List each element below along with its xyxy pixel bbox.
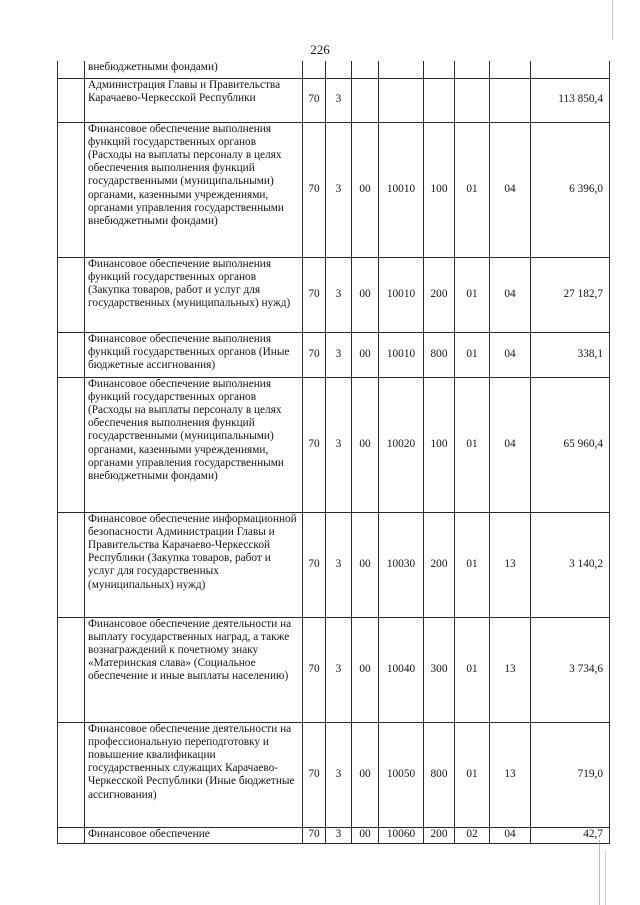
amount-cell: 3 734,6 [531, 617, 610, 722]
table-row [58, 332, 610, 377]
code-cell-4: 10020 [379, 377, 424, 512]
index-cell [58, 617, 85, 722]
code-cell-5: 100 [424, 122, 455, 257]
code-cell-4: 10030 [379, 512, 424, 617]
code-cell-7: 13 [490, 512, 531, 617]
code-cell-1: 70 [303, 78, 326, 122]
code-cell-3 [352, 78, 379, 122]
code-cell-2: 3 [326, 257, 352, 332]
code-cell-3: 00 [352, 512, 379, 617]
description-cell: Финансовое обеспечение выполнения функций государственных органов (Расходы на выплаты персоналу в целях обеспечения выполнения функций государственными (муниципальными) органами, казенными учреждениями, органами управления государственными внебюджетными фондами) [85, 377, 303, 512]
code-cell-7 [490, 78, 531, 122]
code-cell-5: 800 [424, 332, 455, 377]
code-cell-5: 200 [424, 257, 455, 332]
code-cell-6: 02 [455, 827, 490, 843]
code-cell-1: 70 [303, 257, 326, 332]
code-cell-7 [490, 61, 531, 78]
code-cell-2: 3 [326, 122, 352, 257]
amount-cell: 27 182,7 [531, 257, 610, 332]
code-cell-5 [424, 61, 455, 78]
code-cell-6: 01 [455, 377, 490, 512]
page-number: 226 [310, 42, 330, 57]
code-cell-4: 10060 [379, 827, 424, 843]
index-cell [58, 257, 85, 332]
scan-artifact-line [599, 840, 600, 905]
code-cell-7: 13 [490, 617, 531, 722]
budget-table [57, 61, 610, 844]
description-cell: Финансовое обеспечение деятельности на выплату государственных наград, а также вознаграждений к почетному знаку «Материнская слава» (Социальное обеспечение и иные выплаты населению) [85, 617, 303, 722]
description-cell: Финансовое обеспечение информационной безопасности Администрации Главы и Правительства Карачаево-Черкесской Республики (Закупка товаров, работ и услуг для государственных (муниципальных) нужд) [85, 512, 303, 617]
code-cell-5: 100 [424, 377, 455, 512]
code-cell-4: 10040 [379, 617, 424, 722]
code-cell-2: 3 [326, 722, 352, 827]
code-cell-6 [455, 61, 490, 78]
code-cell-3: 00 [352, 257, 379, 332]
description-cell: внебюджетными фондами) [85, 61, 303, 78]
amount-cell: 65 960,4 [531, 377, 610, 512]
code-cell-1: 70 [303, 722, 326, 827]
code-cell-4: 10010 [379, 257, 424, 332]
code-cell-3 [352, 61, 379, 78]
code-cell-1: 70 [303, 377, 326, 512]
index-cell [58, 827, 85, 843]
code-cell-6: 01 [455, 122, 490, 257]
amount-cell: 6 396,0 [531, 122, 610, 257]
code-cell-7: 13 [490, 722, 531, 827]
description-cell: Финансовое обеспечение выполнения функций государственных органов (Расходы на выплаты персоналу в целях обеспечения выполнения функций государственными (муниципальными) органами, казенными учреждениями, органами управления государственными внебюджетными фондами) [85, 122, 303, 257]
code-cell-5: 300 [424, 617, 455, 722]
code-cell-7: 04 [490, 827, 531, 843]
table-row [58, 78, 610, 122]
code-cell-2: 3 [326, 377, 352, 512]
code-cell-6: 01 [455, 332, 490, 377]
code-cell-3: 00 [352, 377, 379, 512]
index-cell [58, 122, 85, 257]
code-cell-3: 00 [352, 332, 379, 377]
code-cell-5: 200 [424, 512, 455, 617]
index-cell [58, 332, 85, 377]
table-row [58, 122, 610, 257]
table-row [58, 722, 610, 827]
index-cell [58, 512, 85, 617]
scan-artifact-line [605, 850, 606, 905]
code-cell-3: 00 [352, 122, 379, 257]
description-cell: Финансовое обеспечение [85, 827, 303, 843]
code-cell-3: 00 [352, 827, 379, 843]
code-cell-5 [424, 78, 455, 122]
code-cell-6: 01 [455, 512, 490, 617]
index-cell [58, 61, 85, 78]
code-cell-4 [379, 61, 424, 78]
code-cell-2 [326, 61, 352, 78]
code-cell-2: 3 [326, 617, 352, 722]
code-cell-4: 10010 [379, 332, 424, 377]
index-cell [58, 78, 85, 122]
index-cell [58, 722, 85, 827]
code-cell-1: 70 [303, 617, 326, 722]
amount-cell: 113 850,4 [531, 78, 610, 122]
amount-cell: 338,1 [531, 332, 610, 377]
description-cell: Финансовое обеспечение выполнения функций государственных органов (Закупка товаров, работ и услуг для государственных (муниципальных) нужд) [85, 257, 303, 332]
description-cell: Финансовое обеспечение деятельности на профессиональную переподготовку и повышение квалификации государственных служащих Карачаево-Черкесской Республики (Иные бюджетные ассигнования) [85, 722, 303, 827]
code-cell-6: 01 [455, 722, 490, 827]
code-cell-6: 01 [455, 257, 490, 332]
table-row [58, 61, 610, 78]
code-cell-7: 04 [490, 332, 531, 377]
code-cell-7: 04 [490, 122, 531, 257]
code-cell-1: 70 [303, 827, 326, 843]
index-cell [58, 377, 85, 512]
table-row [58, 377, 610, 512]
amount-cell [531, 61, 610, 78]
code-cell-3: 00 [352, 617, 379, 722]
code-cell-2: 3 [326, 332, 352, 377]
table-row [58, 827, 610, 843]
code-cell-6 [455, 78, 490, 122]
description-cell: Администрация Главы и Правительства Карачаево-Черкесской Республики [85, 78, 303, 122]
code-cell-7: 04 [490, 377, 531, 512]
code-cell-2: 3 [326, 512, 352, 617]
table-row [58, 617, 610, 722]
table-row [58, 512, 610, 617]
code-cell-1 [303, 61, 326, 78]
code-cell-2: 3 [326, 78, 352, 122]
code-cell-1: 70 [303, 122, 326, 257]
code-cell-7: 04 [490, 257, 531, 332]
code-cell-1: 70 [303, 332, 326, 377]
code-cell-4: 10010 [379, 122, 424, 257]
scan-artifact-line [612, 0, 613, 40]
amount-cell: 719,0 [531, 722, 610, 827]
code-cell-3: 00 [352, 722, 379, 827]
description-cell: Финансовое обеспечение выполнения функций государственных органов (Иные бюджетные ассигнования) [85, 332, 303, 377]
budget-table-body [58, 61, 610, 843]
code-cell-5: 200 [424, 827, 455, 843]
code-cell-4 [379, 78, 424, 122]
code-cell-6: 01 [455, 617, 490, 722]
code-cell-2: 3 [326, 827, 352, 843]
amount-cell: 42,7 [531, 827, 610, 843]
code-cell-1: 70 [303, 512, 326, 617]
table-row [58, 257, 610, 332]
code-cell-5: 800 [424, 722, 455, 827]
amount-cell: 3 140,2 [531, 512, 610, 617]
code-cell-4: 10050 [379, 722, 424, 827]
